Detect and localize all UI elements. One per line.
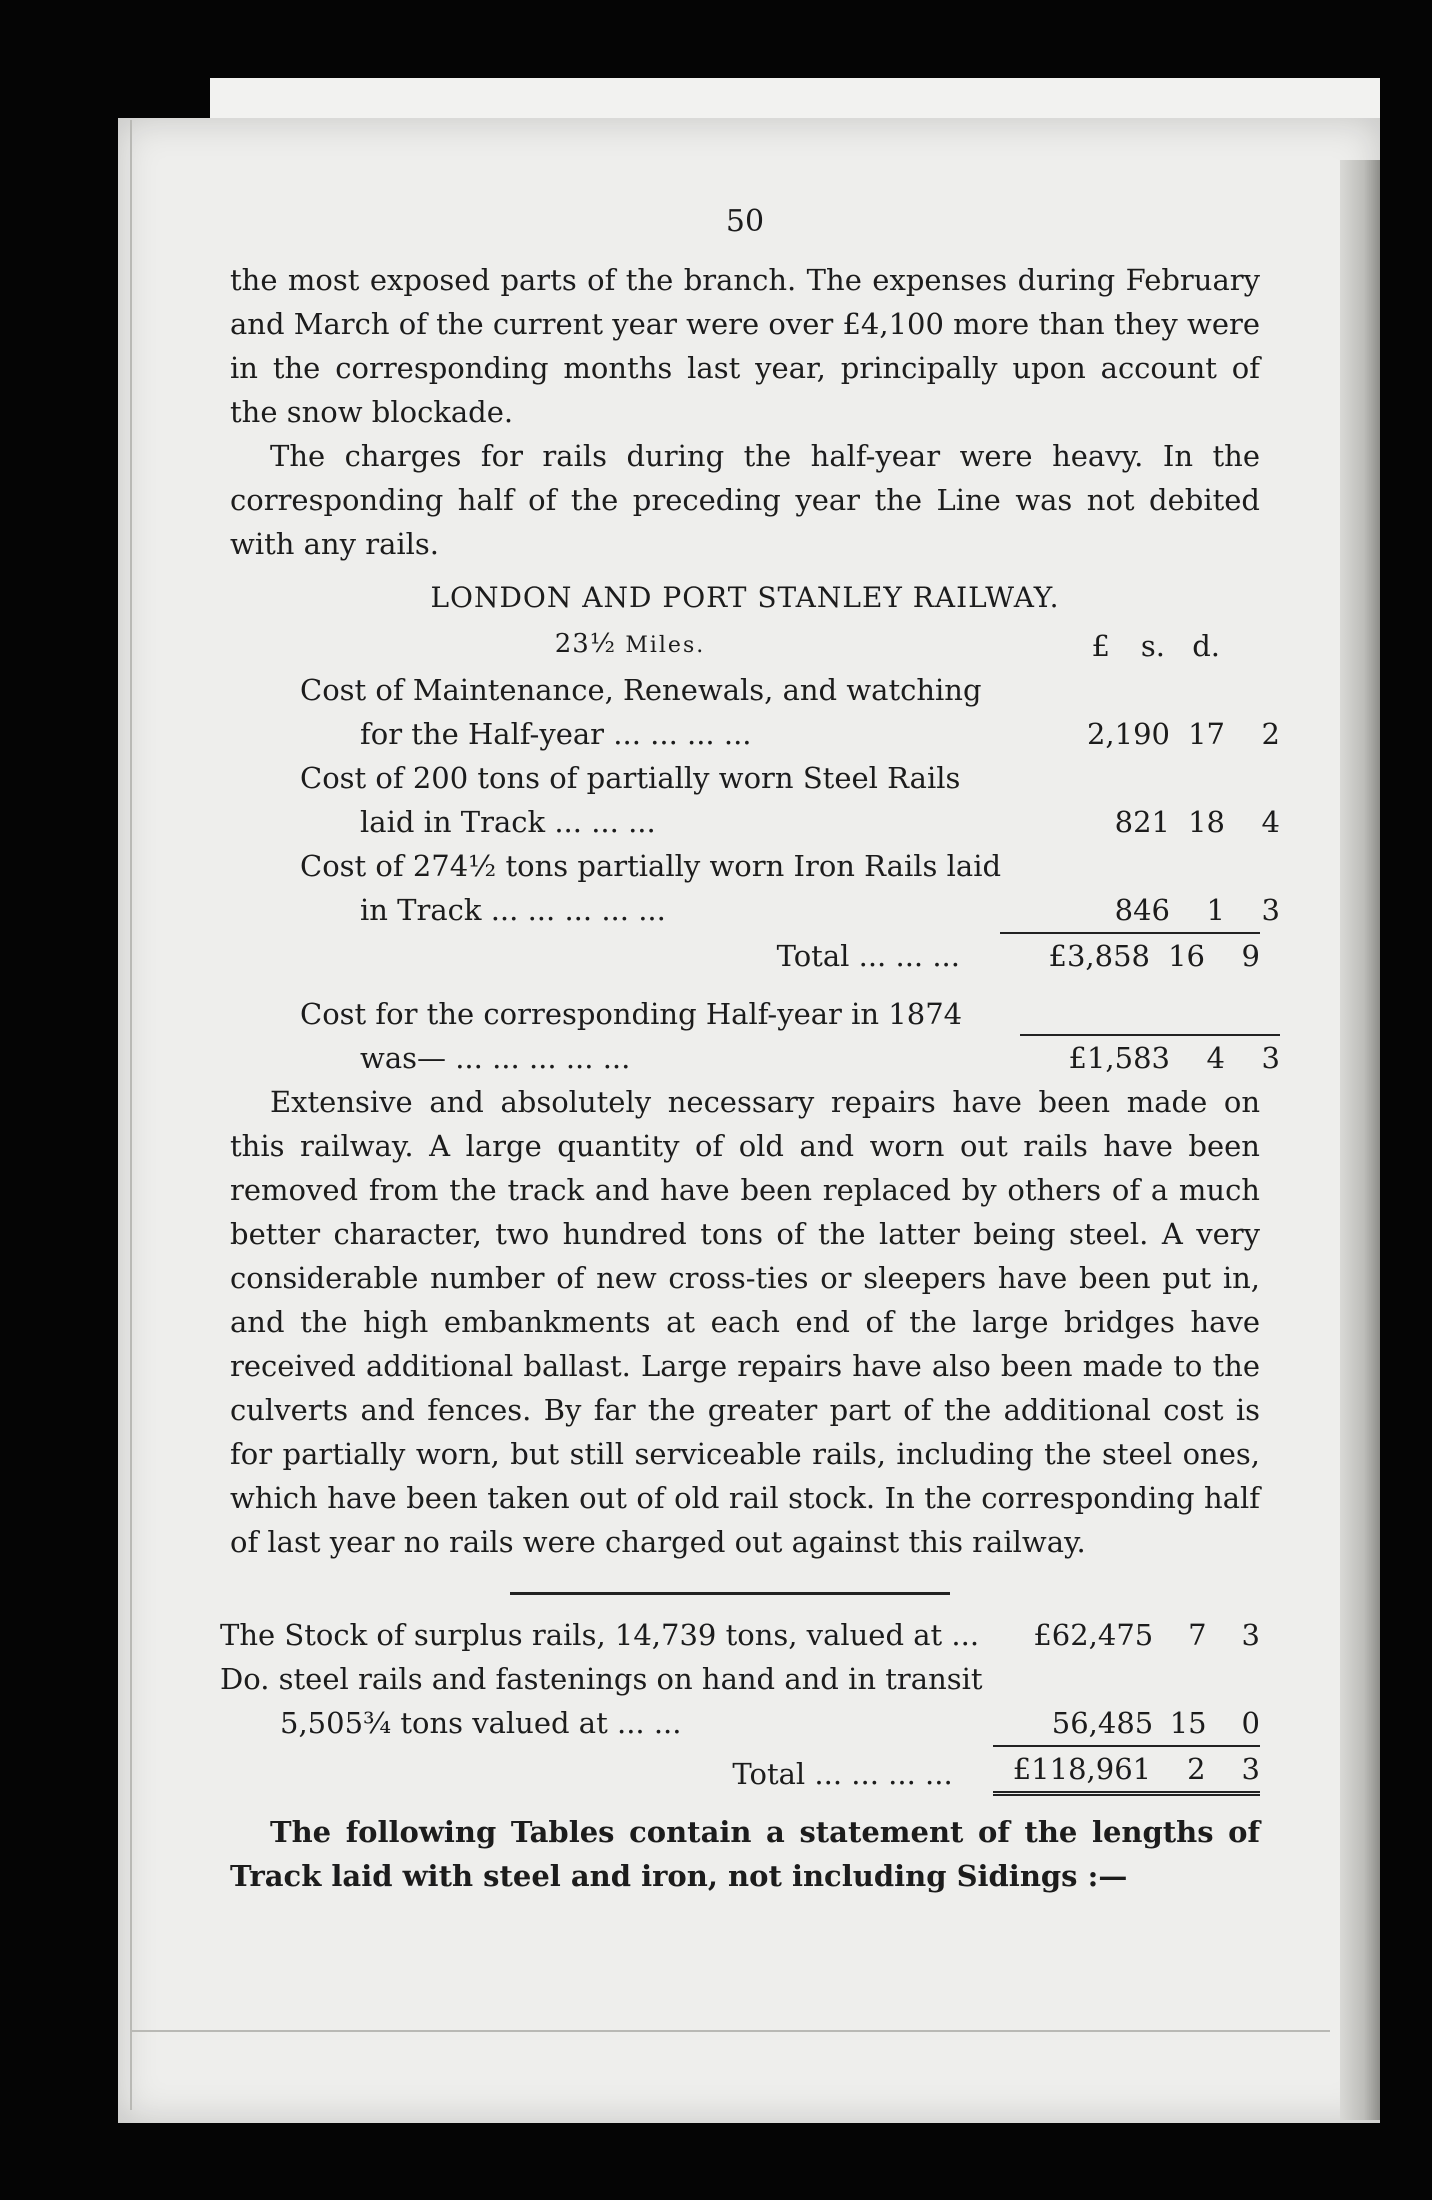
stock-row-shillings: 7 — [1188, 1618, 1207, 1652]
bottom-margin-line — [130, 2030, 1330, 2032]
left-margin-line — [130, 120, 132, 2110]
page-fold-shadow — [1340, 160, 1380, 2120]
corresponding-description: Cost for the corresponding Half-year in 1874 was— ... ... ... ... ... — [300, 997, 963, 1075]
stock-total-pounds: £118,961 — [993, 1745, 1151, 1796]
ledger-row — [300, 668, 1300, 756]
miles-label: 23½ Miles. — [554, 629, 706, 659]
paragraph-snow-blockade: the most exposed parts of the branch. The expenses during February and March of the current year were over £4,100 more than they were in the corresponding months last year, principally upon account of the snow blockade. — [230, 263, 1260, 429]
maintenance-ledger — [300, 622, 1300, 1080]
pounds-column-header: £ — [1091, 629, 1110, 663]
ledger-row-description: Cost of Maintenance, Renewals, and watching for the Half-year ... ... ... ... — [300, 673, 982, 751]
stock-row-description: Do. steel rails and fastenings on hand and in transit 5,505¾ tons valued at ... ... — [220, 1662, 983, 1740]
ledger-row-pounds: 821 — [1114, 805, 1170, 839]
stock-row-pounds: 56,485 — [1051, 1706, 1154, 1740]
ledger-row — [300, 844, 1300, 932]
corresponding-pence: 3 — [1225, 1034, 1280, 1080]
stock-row-description: The Stock of surplus rails, 14,739 tons, valued at ... — [220, 1618, 980, 1652]
corresponding-pounds: £1,583 — [1020, 1034, 1170, 1080]
stock-total-shillings: 2 — [1151, 1745, 1205, 1796]
ledger-corresponding-row — [300, 992, 1300, 1080]
section-divider — [510, 1592, 950, 1595]
ledger-row-shillings: 1 — [1206, 893, 1225, 927]
stock-row — [220, 1613, 1260, 1657]
pence-column-header: d. — [1192, 629, 1220, 663]
ledger-total-label: Total ... ... ... — [776, 939, 960, 973]
stock-row-pence: 0 — [1241, 1706, 1260, 1740]
stock-row-shillings: 15 — [1169, 1706, 1207, 1740]
stock-row — [220, 1657, 1260, 1745]
section-heading: LONDON AND PORT STANLEY RAILWAY. — [430, 581, 1060, 614]
stock-total-label: Total ... ... ... ... — [732, 1757, 953, 1791]
ledger-header-row — [300, 622, 1300, 668]
ledger-row-shillings: 18 — [1188, 805, 1225, 839]
paragraph-repairs: Extensive and absolutely necessary repairs have been made on this railway. A large quantity of old and worn out rails have been removed from the track and have been replaced by others of a much better character, two hundred tons of the latter being steel. A very considerable number of new cross-ties or sleepers have been put in, and the high embankments at each end of the large bridges have received additional ballast. Large repairs have also been made to the culverts and fences. By far the greater part of the additional cost is for partially worn, but still serviceable rails, including the steel ones, which have been taken out of old rail stock. In the corresponding half of last year no rails were charged out against this railway. — [230, 1085, 1260, 1559]
ledger-row-pence: 4 — [1261, 805, 1280, 839]
ledger-total-shillings: 16 — [1150, 932, 1205, 978]
page-number: 50 — [725, 204, 765, 239]
ledger-row-pence: 3 — [1261, 893, 1280, 927]
paragraph-rail-charges: The charges for rails during the half-year were heavy. In the corresponding half of the preceding year the Line was not debited with any rails. — [230, 439, 1260, 561]
shillings-column-header: s. — [1140, 629, 1165, 663]
ledger-row-description: Cost of 200 tons of partially worn Steel Rails laid in Track ... ... ... — [300, 761, 961, 839]
ledger-total-row — [300, 932, 1300, 978]
paragraph-tables-intro: The following Tables contain a statement of the lengths of Track laid with steel and iron, not including Sidings :— — [230, 1815, 1260, 1893]
stock-row-pounds: £62,475 — [1033, 1618, 1154, 1652]
ledger-row-pence: 2 — [1261, 717, 1280, 751]
stock-total-pence: 3 — [1206, 1745, 1260, 1796]
ledger-total-pounds: £3,858 — [1000, 932, 1150, 978]
stock-ledger — [220, 1613, 1260, 1796]
ledger-row-pounds: 2,190 — [1086, 717, 1170, 751]
ledger-total-pence: 9 — [1205, 932, 1260, 978]
ledger-row-pounds: 846 — [1114, 893, 1170, 927]
ledger-row-description: Cost of 274½ tons partially worn Iron Rails laid in Track ... ... ... ... ... — [300, 849, 1002, 927]
page-content — [220, 200, 1280, 1898]
corresponding-shillings: 4 — [1170, 1034, 1225, 1080]
stock-total-row — [220, 1745, 1260, 1796]
ledger-row — [300, 756, 1300, 844]
stock-row-pence: 3 — [1241, 1618, 1260, 1652]
ledger-row-shillings: 17 — [1188, 717, 1225, 751]
